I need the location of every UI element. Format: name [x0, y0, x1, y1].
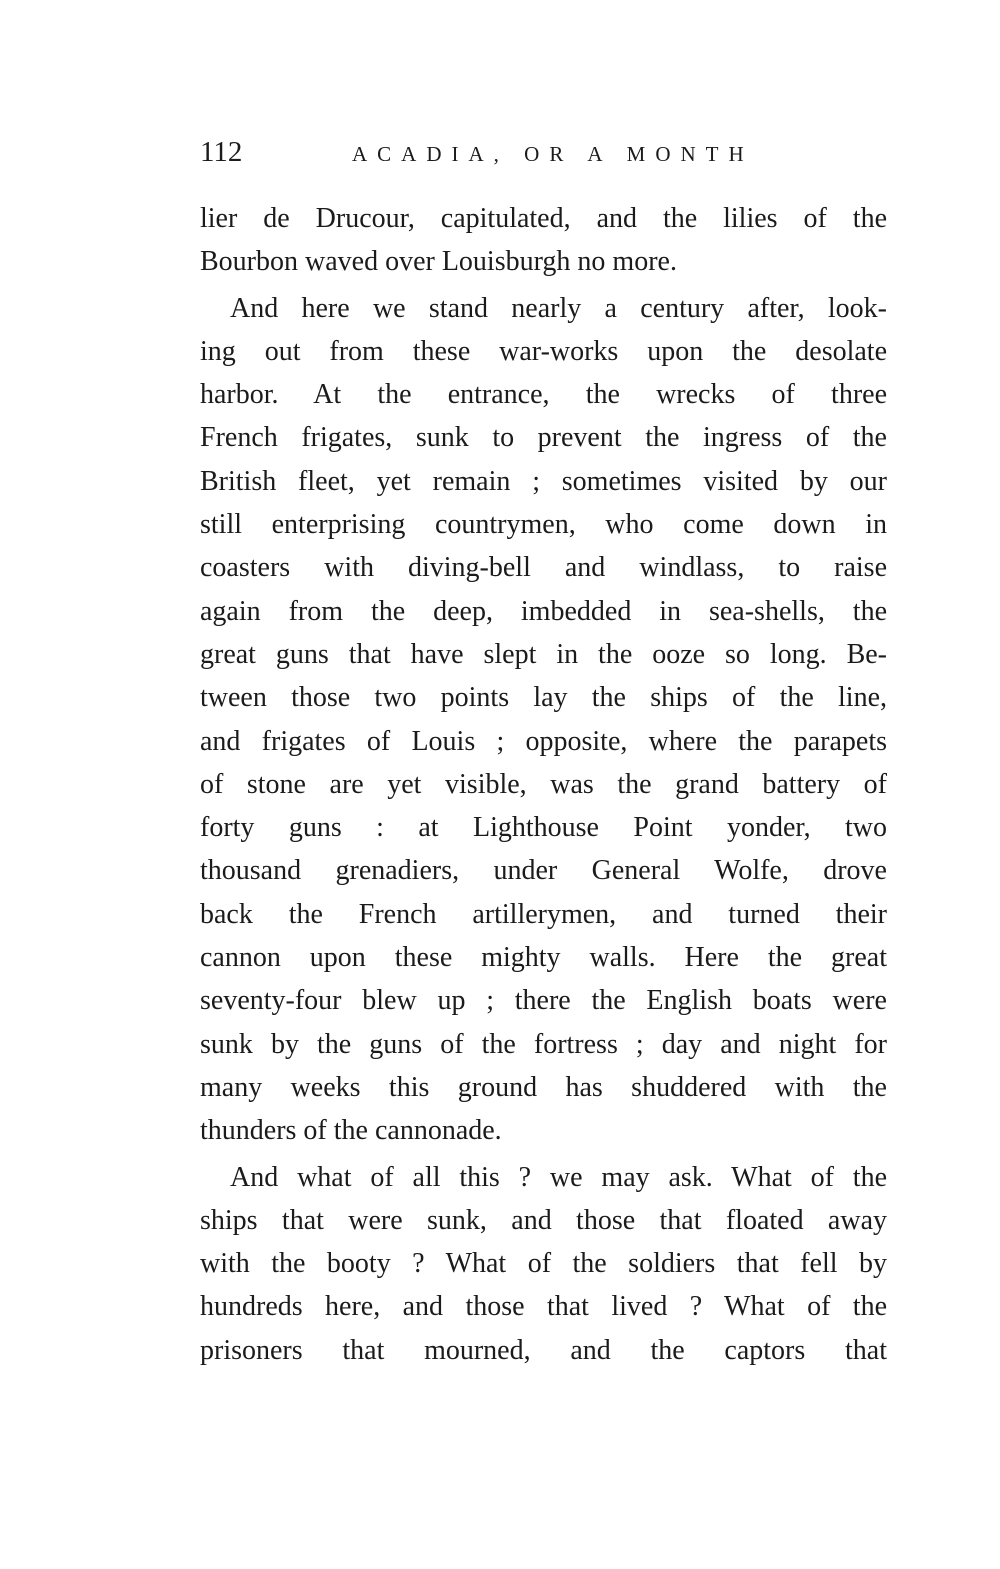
text-line: hundreds here, and those that lived ? What of the [200, 1291, 887, 1323]
running-head [200, 132, 890, 176]
text-line: again from the deep, imbedded in sea-shells, the [200, 595, 887, 627]
text-line: prisoners that mourned, and the captors that [200, 1334, 887, 1366]
text-line: forty guns : at Lighthouse Point yonder, two [200, 812, 887, 844]
running-title: ACADIA, OR A MONTH [352, 142, 754, 166]
text-line: Bourbon waved over Louisburgh no more. [200, 246, 677, 278]
page-number: 112 [200, 136, 243, 168]
paragraph [200, 1156, 887, 1372]
text-line: harbor. At the entrance, the wrecks of three [200, 379, 887, 411]
text-line: great guns that have slept in the ooze so long. Be- [200, 638, 887, 670]
text-line: seventy-four blew up ; there the English boats were [200, 985, 887, 1017]
text-line: ships that were sunk, and those that floated away [200, 1204, 887, 1236]
text-line: tween those two points lay the ships of the line, [200, 682, 887, 714]
text-line: sunk by the guns of the fortress ; day and night for [200, 1028, 887, 1060]
text-line: coasters with diving-bell and windlass, to raise [200, 552, 887, 584]
text-line: thunders of the cannonade. [200, 1115, 502, 1147]
text-line: British fleet, yet remain ; sometimes visited by our [200, 465, 887, 497]
text-line: ing out from these war-works upon the desolate [200, 335, 887, 367]
text-line: and frigates of Louis ; opposite, where the parapets [200, 725, 887, 757]
text-line: many weeks this ground has shuddered with the [200, 1071, 887, 1103]
paragraph [200, 287, 887, 1153]
text-line: lier de Drucour, capitulated, and the lilies of the [200, 203, 887, 234]
text-line: cannon upon these mighty walls. Here the great [200, 942, 887, 974]
text-line: with the booty ? What of the soldiers that fell by [200, 1248, 887, 1280]
paragraph [200, 197, 887, 284]
text-line: French frigates, sunk to prevent the ingress of the [200, 422, 887, 454]
text-line: of stone are yet visible, was the grand battery of [200, 768, 887, 800]
body-text [200, 197, 887, 1372]
text-line: And here we stand nearly a century after, look- [230, 292, 887, 324]
text-line: back the French artillerymen, and turned their [200, 898, 887, 930]
text-line: And what of all this ? we may ask. What of the [230, 1161, 887, 1193]
text-line: thousand grenadiers, under General Wolfe, drove [200, 855, 887, 887]
text-line: still enterprising countrymen, who come down in [200, 509, 887, 541]
